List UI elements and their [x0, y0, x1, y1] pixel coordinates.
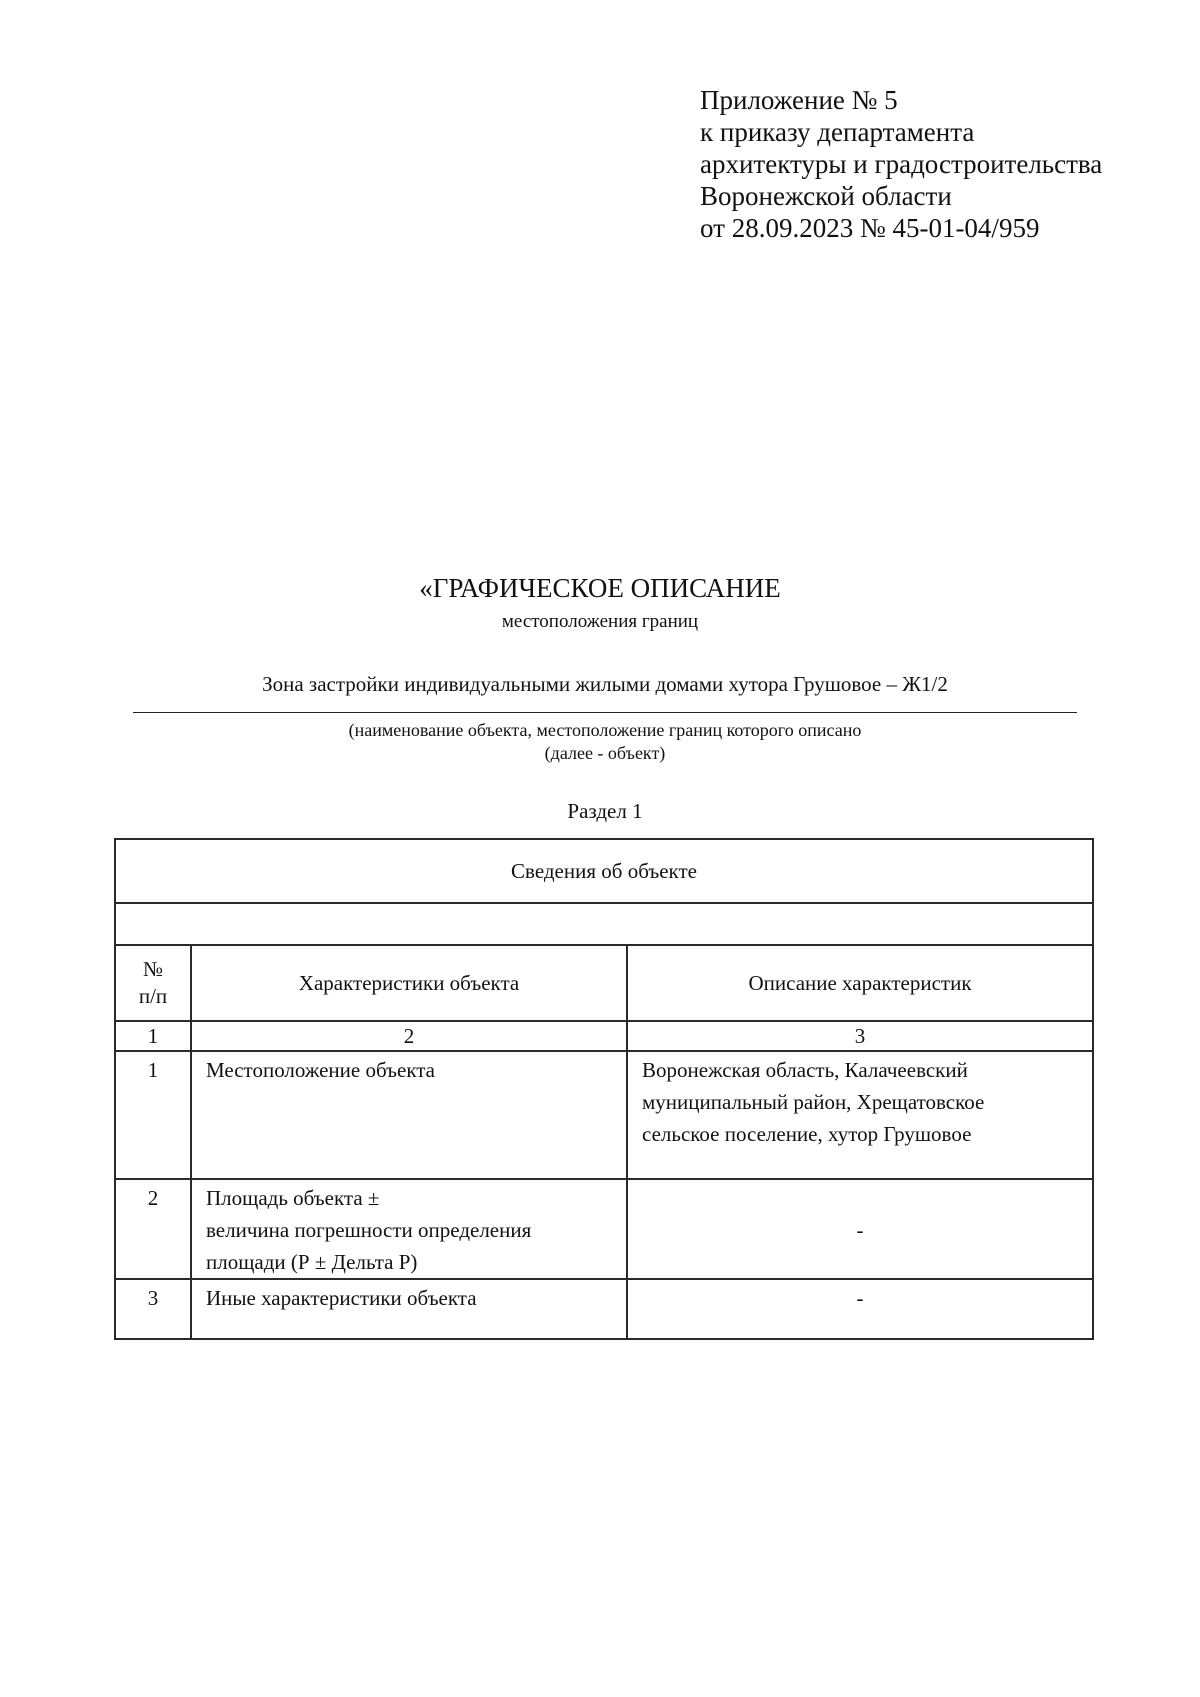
document-subtitle: местоположения границ — [501, 611, 699, 632]
row-characteristic — [191, 1051, 627, 1179]
header-num-line: п/п — [138, 984, 168, 1008]
header-num-cell — [115, 945, 191, 1021]
table-row — [115, 1179, 1093, 1279]
index-cell: 2 — [191, 1021, 627, 1051]
description-line: сельское поселение, хутор Грушовое — [642, 1122, 972, 1146]
table-empty-row — [115, 903, 1093, 945]
appendix-line: архитектуры и градостроительства — [700, 149, 1103, 179]
characteristic-line: Площадь объекта ± — [206, 1186, 380, 1210]
row-number: 1 — [115, 1051, 191, 1179]
table-caption: Сведения об объекте — [115, 839, 1093, 903]
object-caption-line: (наименование объекта, местоположение границ которого описано — [348, 720, 862, 740]
row-description — [627, 1279, 1093, 1339]
characteristic-line: Иные характеристики объекта — [206, 1286, 477, 1310]
section-label: Раздел 1 — [567, 799, 643, 823]
row-number: 3 — [115, 1279, 191, 1339]
row-description — [627, 1051, 1093, 1179]
table-header-row — [115, 945, 1093, 1021]
object-name-underline — [133, 712, 1077, 713]
appendix-header — [700, 84, 1102, 244]
object-caption-line: (далее - объект) — [544, 743, 666, 763]
object-info-table — [114, 838, 1094, 1340]
document-title: «ГРАФИЧЕСКОЕ ОПИСАНИЕ — [419, 573, 781, 603]
table-index-row — [115, 1021, 1093, 1051]
appendix-line: к приказу департамента — [700, 117, 975, 147]
header-num-line: № — [142, 957, 164, 981]
header-description: Описание характеристик — [627, 945, 1093, 1021]
table-row — [115, 1051, 1093, 1179]
object-caption — [0, 719, 1200, 765]
object-name: Зона застройки индивидуальными жилыми домами хутора Грушовое – Ж1/2 — [262, 672, 948, 696]
row-characteristic — [191, 1279, 627, 1339]
characteristic-line: площади (Р ± Дельта Р) — [206, 1250, 418, 1274]
row-description — [627, 1179, 1093, 1279]
appendix-line: от 28.09.2023 № 45-01-04/959 — [700, 213, 1040, 243]
table-caption-row — [115, 839, 1093, 903]
description-line: - — [856, 1218, 864, 1242]
empty-cell — [115, 903, 1093, 945]
index-cell: 3 — [627, 1021, 1093, 1051]
description-line: муниципальный район, Хрещатовское — [642, 1090, 985, 1114]
description-line: - — [856, 1286, 864, 1310]
appendix-line: Приложение № 5 — [700, 85, 898, 115]
row-characteristic — [191, 1179, 627, 1279]
description-line: Воронежская область, Калачеевский — [642, 1058, 968, 1082]
row-number: 2 — [115, 1179, 191, 1279]
characteristic-line: Местоположение объекта — [206, 1058, 436, 1082]
header-characteristics: Характеристики объекта — [191, 945, 627, 1021]
appendix-line: Воронежской области — [700, 181, 952, 211]
index-cell: 1 — [115, 1021, 191, 1051]
characteristic-line: величина погрешности определения — [206, 1218, 532, 1242]
table-row — [115, 1279, 1093, 1339]
